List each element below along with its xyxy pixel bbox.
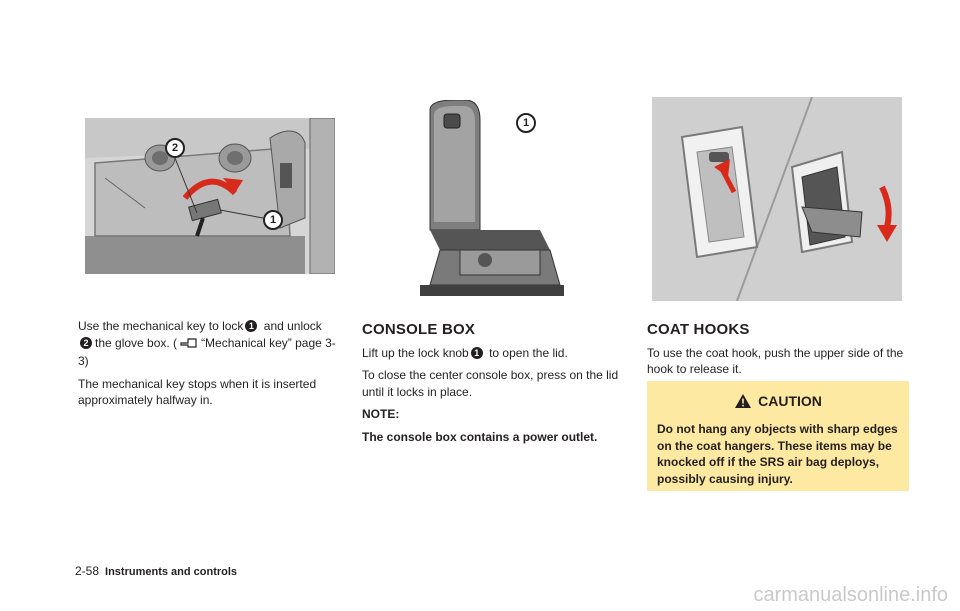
coat-hooks-heading: COAT HOOKS: [647, 321, 750, 338]
note-text: The console box contains a power outlet.: [362, 429, 598, 444]
section-title: Instruments and controls: [105, 566, 238, 578]
glovebox-illustration: [85, 118, 335, 274]
page-footer: [75, 564, 237, 578]
glovebox-key-note: The mechanical key stops when it is inserted approximately halfway in.: [78, 376, 317, 407]
callout-2: 2: [165, 138, 185, 158]
console-box-heading: CONSOLE BOX: [362, 321, 476, 338]
text-span: Use the mechanical key to lock: [78, 319, 244, 333]
coat-hook-illustration: [652, 97, 902, 301]
caution-header: [647, 393, 909, 409]
console-box-paragraph: [362, 345, 628, 362]
text-span: and unlock: [263, 319, 322, 333]
page-number: 2-58: [75, 564, 100, 578]
caution-text: Do not hang any objects with sharp edges on the coat hangers. These items may be knocked off if the SRS air bag deploys, possibly causing injury.: [657, 422, 898, 486]
coat-hooks-paragraph: To use the coat hook, push the upper side of the hook to release it.: [647, 345, 904, 376]
callout-1: 1: [516, 113, 536, 133]
glovebox-text: [78, 318, 340, 415]
note-label: NOTE:: [362, 407, 400, 421]
caution-title: CAUTION: [758, 393, 822, 409]
text-span: to open the lid.: [489, 345, 568, 360]
caution-box: [647, 381, 909, 491]
coat-hooks-text: [647, 322, 913, 384]
callout-1: 1: [263, 210, 283, 230]
warning-icon: [734, 393, 752, 409]
watermark: carmanualsonline.info: [753, 584, 948, 606]
text-span: the glove box. (: [95, 335, 178, 350]
glovebox-paragraph: [78, 318, 340, 370]
callout-1-inline: 1: [471, 347, 483, 359]
callout-1-inline: 1: [245, 320, 257, 332]
console-box-text: [362, 322, 628, 451]
callout-2-inline: 2: [80, 337, 92, 349]
console-close-paragraph: To close the center console box, press on the lid until it locks in place.: [362, 368, 619, 399]
cross-reference[interactable]: “Mechanical key” page 3-3): [78, 335, 336, 368]
text-span: Lift up the lock knob: [362, 345, 469, 360]
console-box-illustration: [420, 100, 564, 296]
page-reference-icon: [180, 337, 198, 354]
